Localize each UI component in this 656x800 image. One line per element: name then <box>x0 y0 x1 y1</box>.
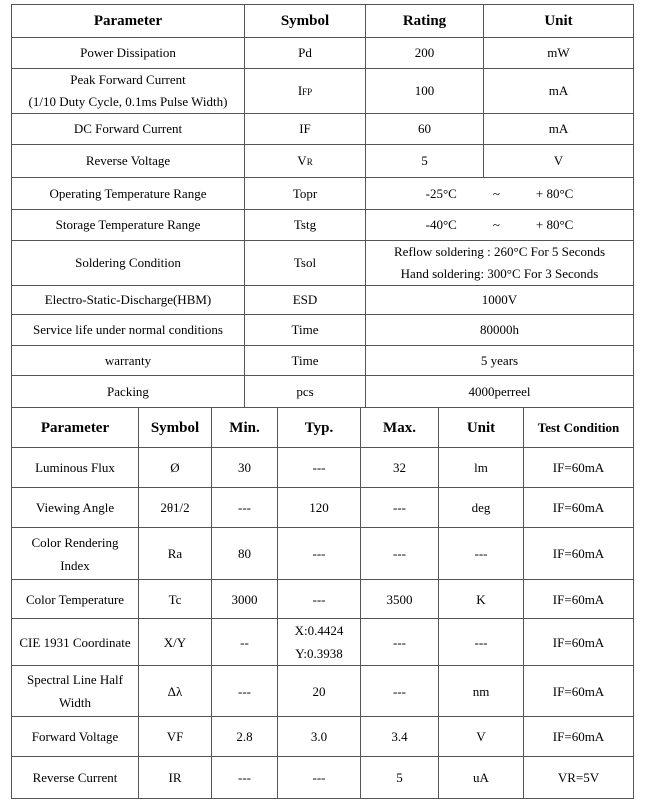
param-cell: Viewing Angle <box>12 488 139 528</box>
min-cell: -- <box>212 619 278 666</box>
param-cell: Power Dissipation <box>12 38 245 69</box>
header-min: Min. <box>212 408 278 448</box>
value-cell: 4000perreel <box>366 376 634 408</box>
table-row <box>12 757 634 799</box>
table-row <box>12 717 634 757</box>
typ-cell: --- <box>278 528 361 580</box>
max-cell: 3.4 <box>361 717 439 757</box>
typ-cell: --- <box>278 757 361 799</box>
table-row <box>12 210 634 241</box>
unit-cell: lm <box>439 448 524 488</box>
header-parameter: Parameter <box>12 408 139 448</box>
symbol-main: I <box>297 82 303 98</box>
condition-cell: IF=60mA <box>524 580 634 619</box>
symbol-cell: Ø <box>139 448 212 488</box>
typ-cell: 3.0 <box>278 717 361 757</box>
symbol-subscript: R <box>306 156 313 167</box>
unit-cell: nm <box>439 666 524 717</box>
value-cell: 1000V <box>366 286 634 315</box>
unit-cell: --- <box>439 619 524 666</box>
range-separator: ~ <box>492 185 500 201</box>
param-cell: Forward Voltage <box>12 717 139 757</box>
electro-optical-characteristics-table <box>11 407 634 799</box>
param-cell: Electro-Static-Discharge(HBM) <box>12 286 245 315</box>
condition-cell: IF=60mA <box>524 448 634 488</box>
value-line: Reflow soldering : 260°C For 5 Seconds <box>393 244 606 259</box>
max-cell: --- <box>361 666 439 717</box>
value-cell: 80000h <box>366 315 634 346</box>
absolute-maximum-ratings-table <box>11 4 634 408</box>
header-rating: Rating <box>366 5 484 38</box>
symbol-cell: Pd <box>245 38 366 69</box>
unit-cell: mW <box>484 38 634 69</box>
symbol-cell: Time <box>245 346 366 376</box>
typ-cell: 20 <box>278 666 361 717</box>
unit-cell: V <box>439 717 524 757</box>
header-symbol: Symbol <box>139 408 212 448</box>
unit-cell: deg <box>439 488 524 528</box>
param-line: Width <box>59 695 91 710</box>
condition-cell: VR=5V <box>524 757 634 799</box>
table-row <box>12 286 634 315</box>
param-line: Peak Forward Current <box>70 72 186 87</box>
symbol-cell: 2θ1/2 <box>139 488 212 528</box>
param-cell: warranty <box>12 346 245 376</box>
param-cell <box>12 69 245 114</box>
condition-cell: IF=60mA <box>524 528 634 580</box>
max-cell: 3500 <box>361 580 439 619</box>
max-cell: --- <box>361 528 439 580</box>
table-row <box>12 580 634 619</box>
table-row <box>12 666 634 717</box>
symbol-main: V <box>297 152 307 168</box>
unit-cell: mA <box>484 69 634 114</box>
range-low: -25°C <box>425 185 457 201</box>
condition-cell: IF=60mA <box>524 717 634 757</box>
max-cell: --- <box>361 488 439 528</box>
max-cell: 32 <box>361 448 439 488</box>
header-parameter: Parameter <box>12 5 245 38</box>
max-cell: 5 <box>361 757 439 799</box>
rating-cell: 200 <box>366 38 484 69</box>
range-low: -40°C <box>425 217 457 232</box>
unit-cell: mA <box>484 114 634 145</box>
header-typ: Typ. <box>278 408 361 448</box>
param-cell: DC Forward Current <box>12 114 245 145</box>
value-cell <box>366 241 634 286</box>
symbol-cell: ESD <box>245 286 366 315</box>
header-symbol: Symbol <box>245 5 366 38</box>
param-cell: Service life under normal conditions <box>12 315 245 346</box>
rating-cell: 60 <box>366 114 484 145</box>
value-line: Hand soldering: 300°C For 3 Seconds <box>400 266 599 281</box>
header-test-condition: Test Condition <box>524 408 634 448</box>
max-cell: --- <box>361 619 439 666</box>
param-line: Spectral Line Half <box>26 672 123 687</box>
table-row <box>12 528 634 580</box>
unit-cell: K <box>439 580 524 619</box>
symbol-cell <box>245 145 366 178</box>
symbol-cell: Topr <box>245 178 366 210</box>
min-cell: 80 <box>212 528 278 580</box>
typ-cell: 120 <box>278 488 361 528</box>
param-line: Index <box>60 557 90 573</box>
param-cell <box>12 666 139 717</box>
table-row <box>12 315 634 346</box>
symbol-cell: IR <box>139 757 212 799</box>
table-row <box>12 448 634 488</box>
header-row <box>12 5 634 38</box>
rating-cell: 100 <box>366 69 484 114</box>
param-cell: Operating Temperature Range <box>12 178 245 210</box>
range-high: + 80°C <box>535 217 574 232</box>
min-cell: --- <box>212 488 278 528</box>
table-row <box>12 145 634 178</box>
table-row <box>12 619 634 666</box>
table-row <box>12 114 634 145</box>
symbol-cell: Tsol <box>245 241 366 286</box>
param-line: (1/10 Duty Cycle, 0.1ms Pulse Width) <box>28 94 228 109</box>
param-cell: Luminous Flux <box>12 448 139 488</box>
min-cell: 2.8 <box>212 717 278 757</box>
param-cell: Reverse Current <box>12 757 139 799</box>
value-cell: 5 years <box>366 346 634 376</box>
unit-cell: --- <box>439 528 524 580</box>
symbol-cell: Tc <box>139 580 212 619</box>
param-cell: Soldering Condition <box>12 241 245 286</box>
table-row <box>12 346 634 376</box>
table-row <box>12 69 634 114</box>
param-cell: Color Temperature <box>12 580 139 619</box>
typ-cell: --- <box>278 580 361 619</box>
symbol-subscript: FP <box>302 86 313 97</box>
min-cell: 3000 <box>212 580 278 619</box>
symbol-cell: Δλ <box>139 666 212 717</box>
typ-cell <box>278 619 361 666</box>
symbol-cell: Ra <box>139 528 212 580</box>
param-cell: Storage Temperature Range <box>12 210 245 241</box>
header-max: Max. <box>361 408 439 448</box>
condition-cell: IF=60mA <box>524 488 634 528</box>
range-cell <box>366 178 634 210</box>
symbol-cell: IF <box>245 114 366 145</box>
symbol-cell: pcs <box>245 376 366 408</box>
symbol-cell: VF <box>139 717 212 757</box>
min-cell: 30 <box>212 448 278 488</box>
table-row <box>12 376 634 408</box>
symbol-cell: Time <box>245 315 366 346</box>
typ-cell: --- <box>278 448 361 488</box>
symbol-cell <box>245 69 366 114</box>
param-line: Color Rendering <box>31 534 119 550</box>
typ-line: X:0.4424 <box>294 623 344 638</box>
param-cell: CIE 1931 Coordinate <box>12 619 139 666</box>
symbol-cell: Tstg <box>245 210 366 241</box>
table-row <box>12 241 634 286</box>
param-cell: Reverse Voltage <box>12 145 245 178</box>
typ-line: Y:0.3938 <box>295 646 343 661</box>
table-row <box>12 178 634 210</box>
range-cell <box>366 210 634 241</box>
header-unit: Unit <box>484 5 634 38</box>
param-cell: Packing <box>12 376 245 408</box>
symbol-cell: X/Y <box>139 619 212 666</box>
min-cell: --- <box>212 666 278 717</box>
table-row <box>12 488 634 528</box>
rating-cell: 5 <box>366 145 484 178</box>
param-cell <box>12 528 139 580</box>
unit-cell: uA <box>439 757 524 799</box>
header-unit: Unit <box>439 408 524 448</box>
min-cell: --- <box>212 757 278 799</box>
range-separator: ~ <box>492 217 500 232</box>
header-row <box>12 408 634 448</box>
table-row <box>12 38 634 69</box>
condition-cell: IF=60mA <box>524 619 634 666</box>
condition-cell: IF=60mA <box>524 666 634 717</box>
unit-cell: V <box>484 145 634 178</box>
range-high: + 80°C <box>535 185 574 201</box>
